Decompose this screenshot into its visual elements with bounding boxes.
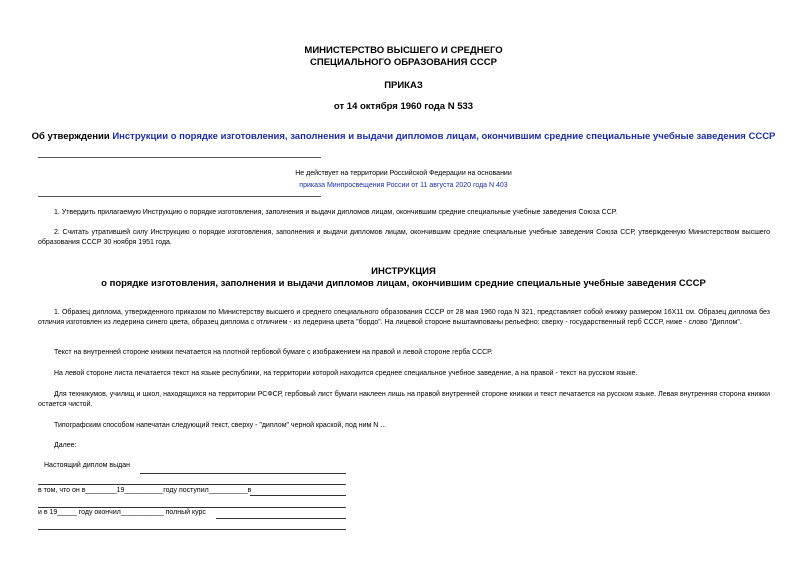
divider-top <box>38 157 321 158</box>
doc-title <box>0 131 807 142</box>
status-link[interactable]: приказа Минпросвещения России от 11 августа 2020 года N 403 <box>299 182 508 189</box>
form-underline-1 <box>140 473 346 474</box>
instruction-paragraph-6: Далее: <box>54 442 77 449</box>
instruction-link[interactable]: Инструкции о порядке изготовления, заполнения и выдачи дипломов лицам, окончившим средние специальные учебные заведения СССР <box>112 131 776 142</box>
instruction-paragraph-1: 1. Образец диплома, утвержденного приказом по Министерству высшего и среднего специального образования СССР от 28 мая 1960 года N 321, представляет собой книжку размером 16Х11 см. Образец диплома без отличия изготовлен из ледерина синего цвета, образец диплома с отличием - из ледерина цвета "бордо". На лицевой стороне выштампованы рельефно: сверху - государственный герб СССР, ниже - слово "Диплом". <box>38 309 770 326</box>
instruction-paragraph-3: На левой стороне листа печатается текст на языке республики, на территории которой находится среднее специальное учебное заведение, а на правой - текст на русском языке. <box>54 370 638 377</box>
form-underline-4 <box>38 507 346 508</box>
form-underline-3 <box>250 495 346 496</box>
form-line-1: Настоящий диплом выдан <box>44 462 130 469</box>
form-line-2: в том, что он в________19__________году поступил__________в <box>38 487 252 494</box>
instruction-paragraph-2: Текст на внутренней стороне книжки печатается на плотной гербовой бумаге с изображением на правой и левой стороне герба СССР. <box>54 349 493 356</box>
instruction-paragraph-4: Для техникумов, училищ и школ, находящихся на территории РСФСР, гербовый лист бумаги наклеен лишь на правой внутренней стороне книжки и текст печатается на русском языке. Левая внутренняя сторона книжки остается чистой. <box>38 391 770 408</box>
order-paragraph-2: 2. Считать утратившей силу Инструкцию о порядке изготовления, заполнения и выдачи дипломов лицам, окончившим средние специальные учебные заведения Союза ССР, утвержденную Министерством высшего образования СССР 30 ноября 1951 года. <box>38 229 770 246</box>
doc-date-number: от 14 октября 1960 года N 533 <box>333 101 474 112</box>
form-line-3: и в 19_____ году окончил___________ полный курс <box>38 509 206 516</box>
ministry-line-2: СПЕЦИАЛЬНОГО ОБРАЗОВАНИЯ СССР <box>310 57 497 68</box>
order-paragraph-1: 1. Утвердить прилагаемую Инструкцию о порядке изготовления, заполнения и выдачи дипломов лицам, окончившим средние специальные учебные заведения Союза ССР. <box>54 209 618 216</box>
divider-bottom <box>38 196 321 197</box>
status-line: Не действует на территории Российской Федерации на основании <box>295 170 512 177</box>
form-underline-2 <box>38 484 346 485</box>
doc-title-prefix: Об утверждении <box>31 131 113 142</box>
instruction-title: ИНСТРУКЦИЯ <box>371 266 436 277</box>
instruction-subtitle: о порядке изготовления, заполнения и выдачи дипломов лицам, окончившим средние специальные учебные заведения СССР <box>101 278 706 289</box>
ministry-line-1: МИНИСТЕРСТВО ВЫСШЕГО И СРЕДНЕГО <box>304 45 503 56</box>
instruction-paragraph-5: Типографским способом напечатан следующий текст, сверху - "диплом" черной краской, под ним N ... <box>54 422 387 429</box>
ministry-heading <box>0 45 807 69</box>
form-underline-5 <box>216 518 346 519</box>
status-notice <box>0 168 807 192</box>
doc-type: ПРИКАЗ <box>384 80 423 91</box>
instruction-heading <box>0 266 807 290</box>
form-underline-6 <box>38 529 346 530</box>
